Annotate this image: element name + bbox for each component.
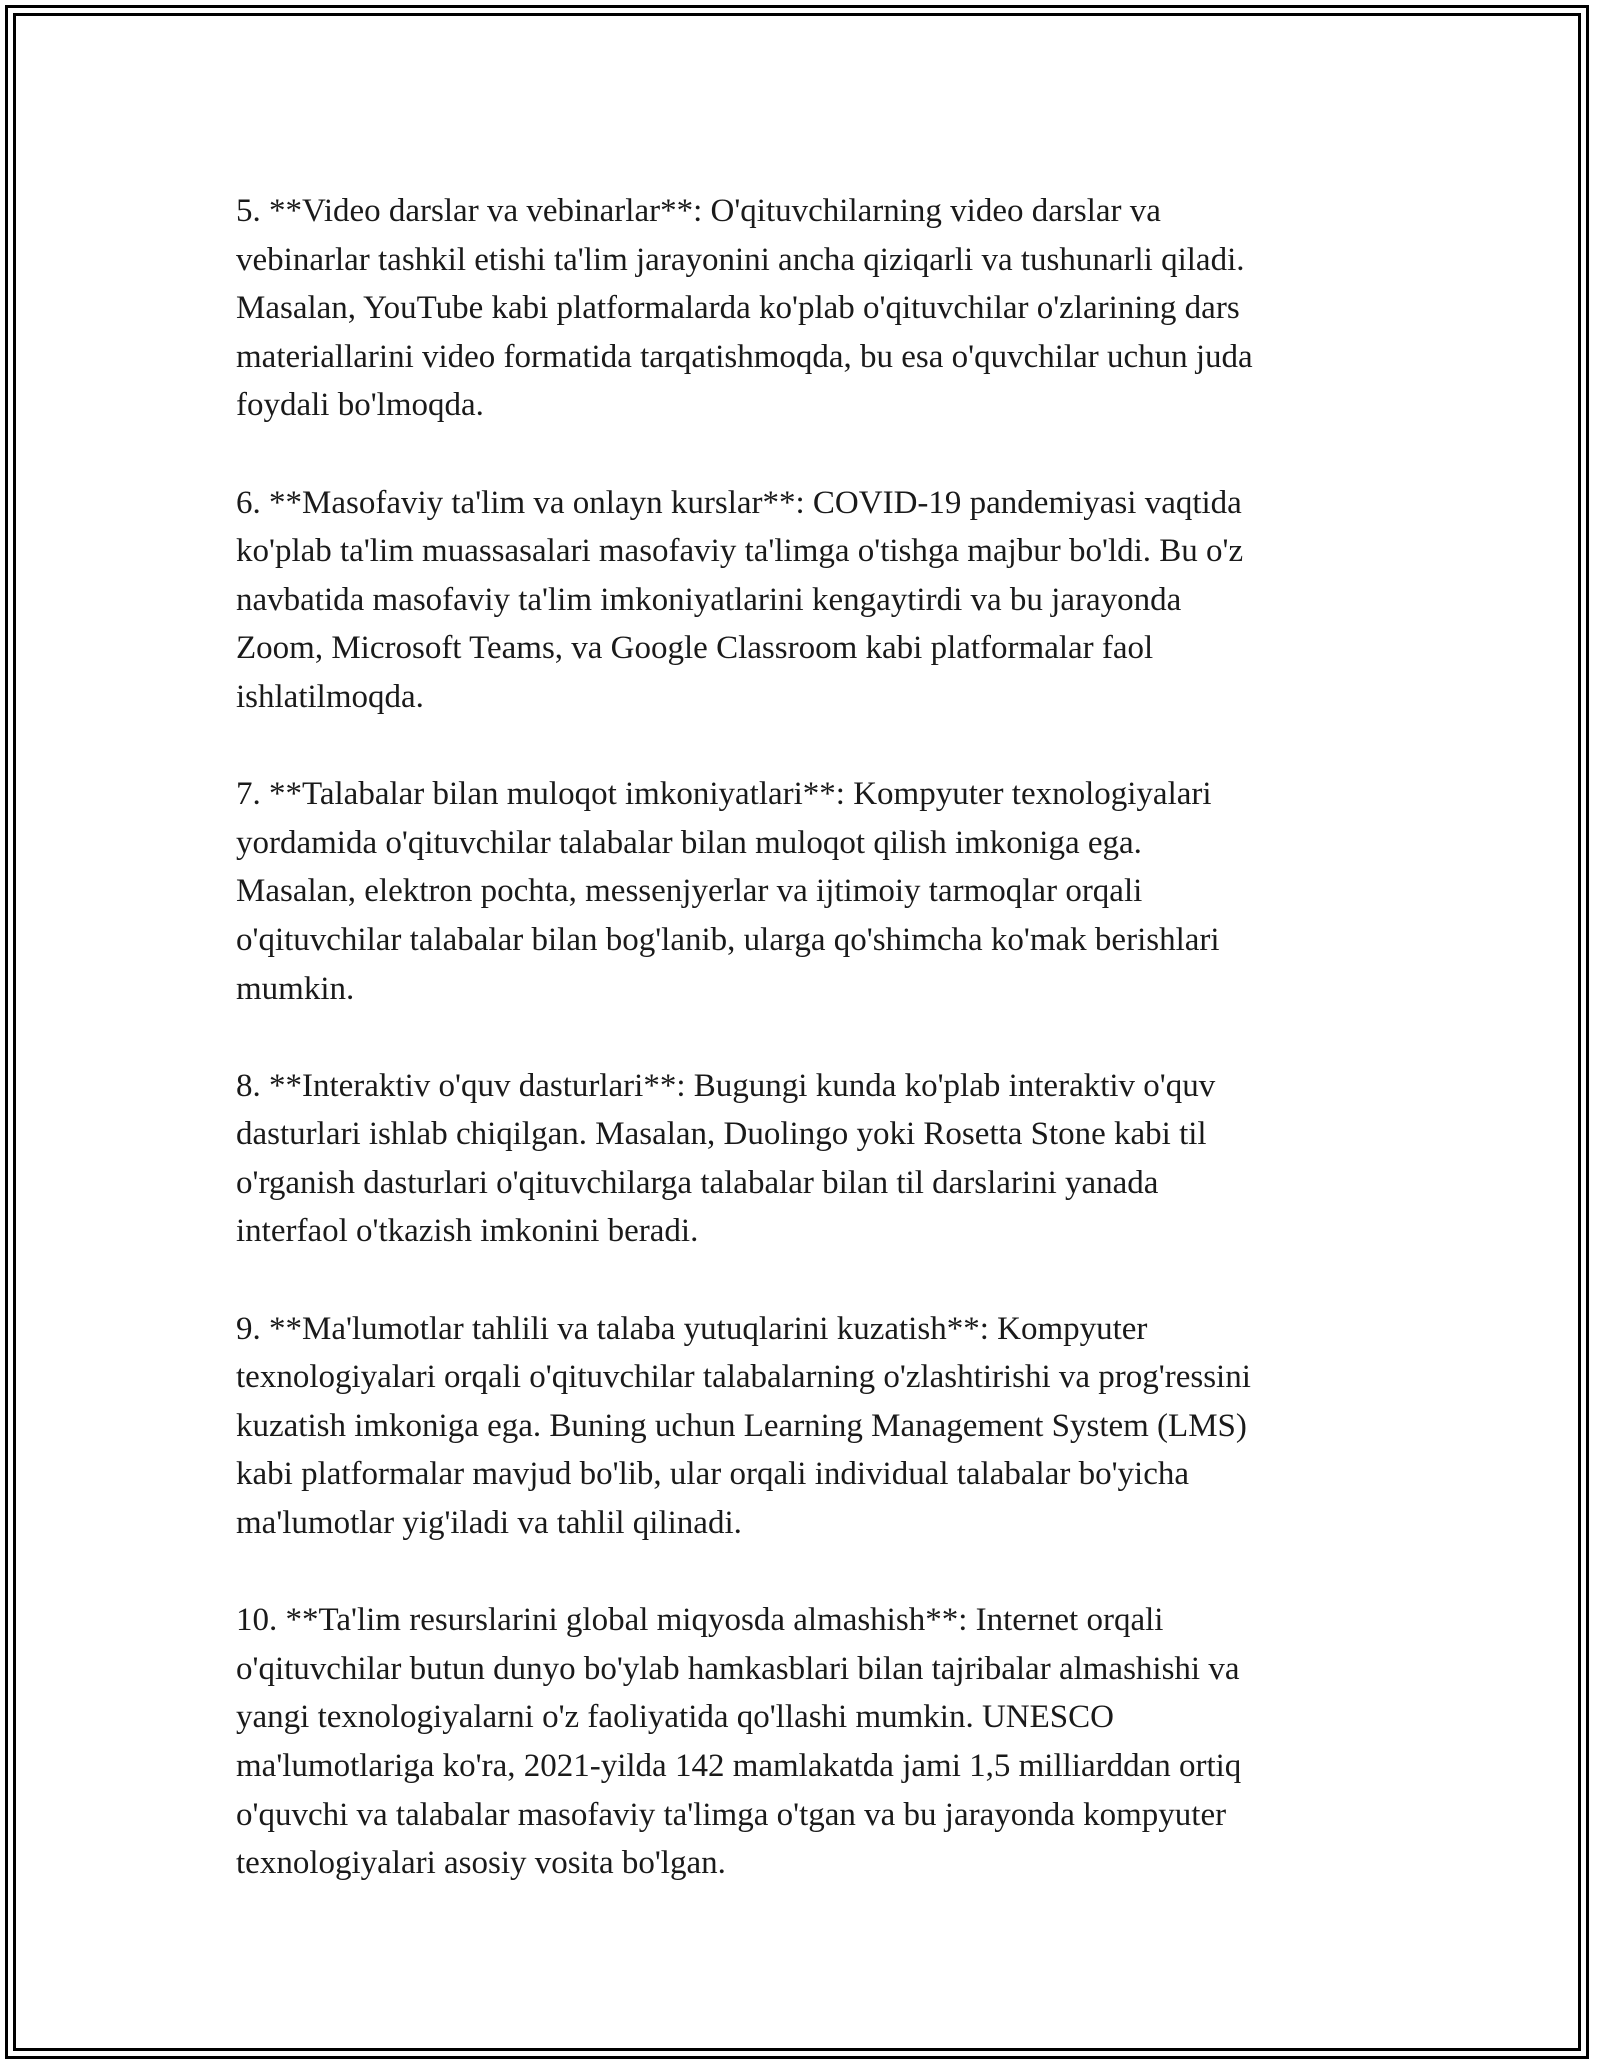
paragraph-item-8: 8. **Interaktiv o'quv dasturlari**: Bugungi kunda ko'plab interaktiv o'quv dasturlari ishlab chiqilgan. Masalan, Duolingo yoki Rosetta Stone kabi til o'rganish dasturlari o'qituvchilarga talabalar bilan til darslarini yanada interfaol o'tkazish imkonini beradi.	[236, 1067, 1216, 1250]
document-body	[236, 187, 1386, 1936]
paragraph-item-7: 7. **Talabalar bilan muloqot imkoniyatlari**: Kompyuter texnologiyalari yordamida o'qituvchilar talabalar bilan muloqot qilish imkoniga ega. Masalan, elektron pochta, messenjyerlar va ijtimoiy tarmoqlar orqali o'qituvchilar talabalar bilan bog'lanib, ularga qo'shimcha ko'mak berishlari mumkin.	[236, 776, 1220, 1007]
paragraph-item-6: 6. **Masofaviy ta'lim va onlayn kurslar**: COVID-19 pandemiyasi vaqtida ko'plab ta'lim muassasalari masofaviy ta'limga o'tishga majbur bo'ldi. Bu o'z navbatida masofaviy ta'lim imkoniyatlarini kengaytirdi va bu jarayonda Zoom, Microsoft Teams, va Google Classroom kabi platformalar faol ishlatilmoqda.	[236, 484, 1244, 715]
paragraph-item-10: 10. **Ta'lim resurslarini global miqyosda almashish**: Internet orqali o'qituvchilar butun dunyo bo'ylab hamkasblari bilan tajribalar almashishi va yangi texnologiyalarni o'z faoliyatida qo'llashi mumkin. UNESCO ma'lumotlariga ko'ra, 2021-yilda 142 mamlakatda jami 1,5 milliarddan ortiq o'quvchi va talabalar masofaviy ta'limga o'tgan va bu jarayonda kompyuter texnologiyalari asosiy vosita bo'lgan.	[236, 1602, 1242, 1882]
paragraph-item-9: 9. **Ma'lumotlar tahlili va talaba yutuqlarini kuzatish**: Kompyuter texnologiyalari orqali o'qituvchilar talabalarning o'zlashtirishi va prog'ressini kuzatish imkoniga ega. Buning uchun Learning Management System (LMS) kabi platformalar mavjud bo'lib, ular orqali individual talabalar bo'yicha ma'lumotlar yig'iladi va tahlil qilinadi.	[236, 1310, 1251, 1542]
paragraph-item-5: 5. **Video darslar va vebinarlar**: O'qituvchilarning video darslar va vebinarlar tashkil etishi ta'lim jarayonini ancha qiziqarli va tushunarli qiladi. Masalan, YouTube kabi platformalarda ko'plab o'qituvchilar o'zlarining dars materiallarini video formatida tarqatishmoqda, bu esa o'quvchilar uchun juda foydali bo'lmoqda.	[236, 193, 1253, 424]
